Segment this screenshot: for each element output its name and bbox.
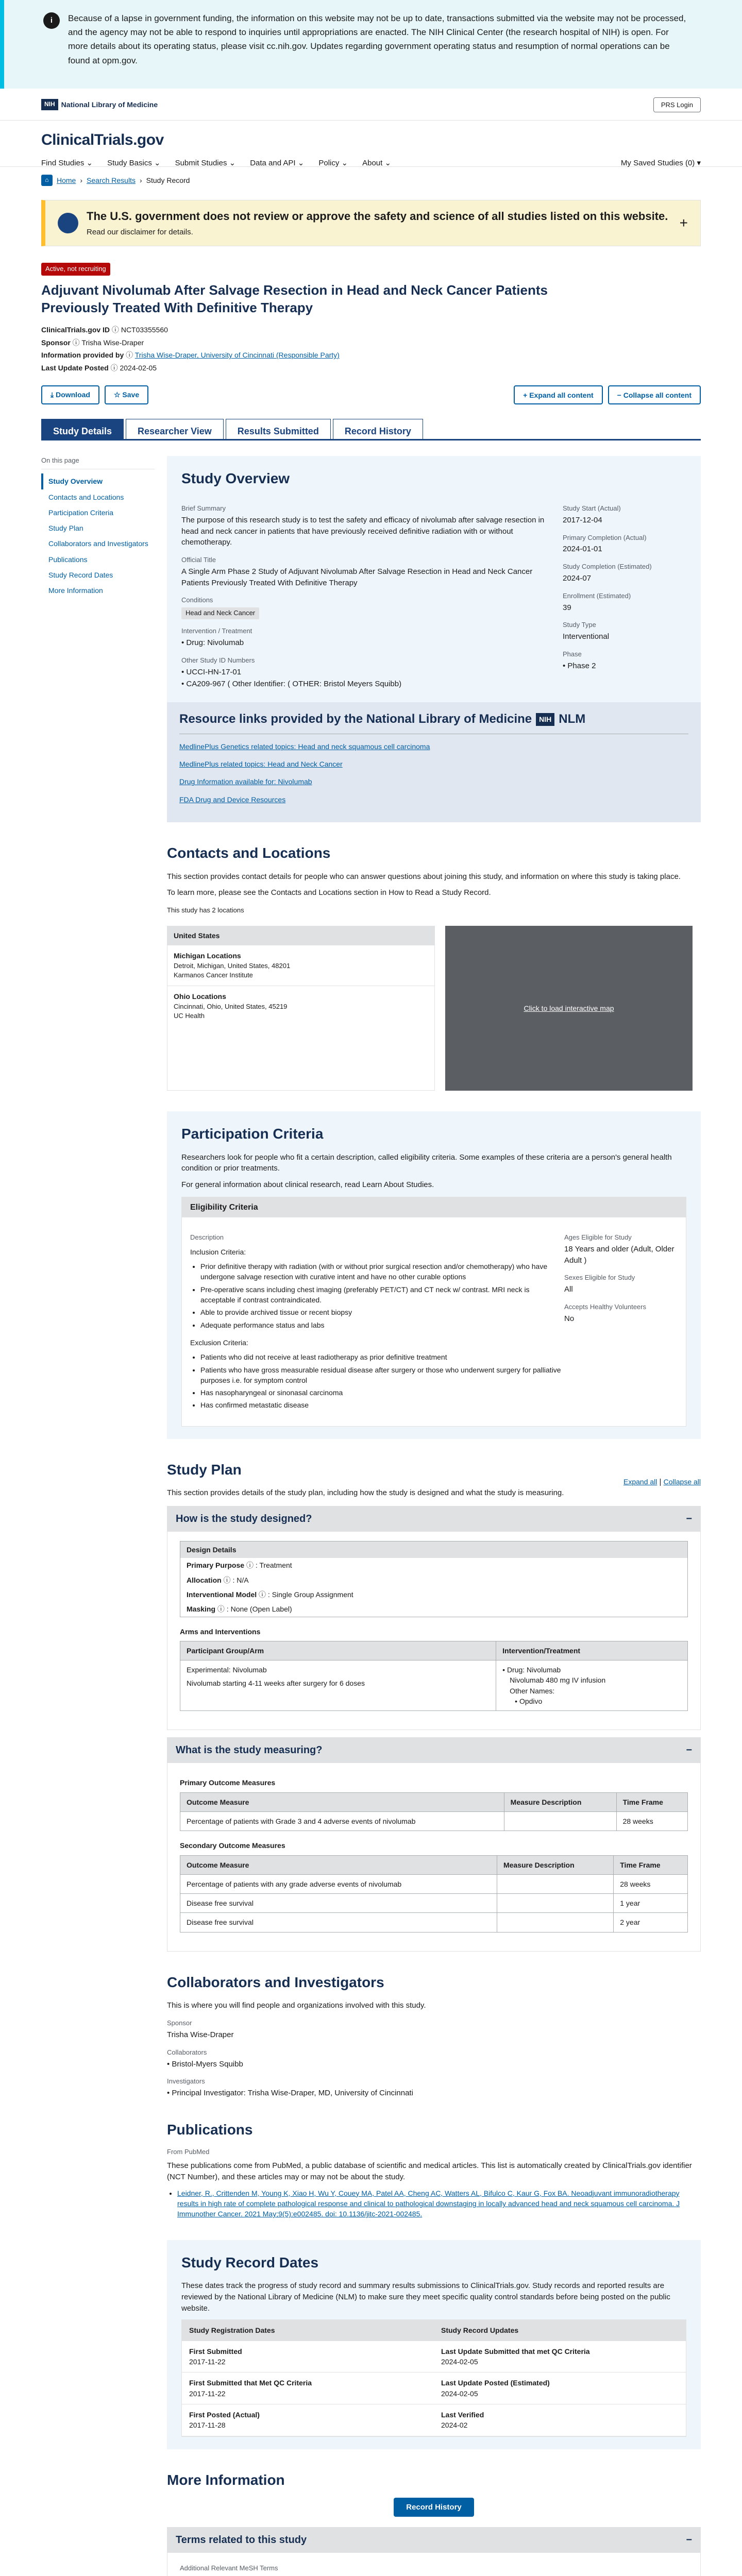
warning-icon bbox=[58, 213, 78, 233]
saved-studies-link[interactable]: My Saved Studies (0) ▾ bbox=[620, 158, 701, 167]
table-row: Percentage of patients with Grade 3 and 4 adverse events of nivolumab 28 weeks bbox=[180, 1811, 688, 1831]
status-badge: Active, not recruiting bbox=[41, 263, 110, 276]
expand-icon[interactable]: + bbox=[679, 214, 688, 231]
sponsor-value: Trisha Wise-Draper bbox=[81, 338, 144, 347]
study-completion: 2024-07 bbox=[563, 574, 592, 583]
nav-study-basics[interactable]: Study Basics ⌄ bbox=[107, 158, 161, 167]
study-meta: ClinicalTrials.gov ID ⓘ NCT03355560 Sponsor ⓘ Trisha Wise-Draper Information provided by ⓘ Trisha Wise-Draper, University of Cincinnati (Responsible Party) Last Update Posted ⓘ 2024-02-05 bbox=[41, 326, 340, 372]
criteria-heading: Participation Criteria bbox=[181, 1126, 324, 1142]
design-details: Design Details Primary Purpose ⓘ : Treatment Allocation ⓘ : N/A Interventional Model ⓘ : Single Group Assignment Masking ⓘ : None (Open Label) bbox=[180, 1541, 688, 1617]
table-row: Disease free survival 2 year bbox=[180, 1913, 688, 1932]
study-start: 2017-12-04 bbox=[563, 515, 602, 524]
nih-logo: NIH bbox=[536, 713, 554, 725]
terms-accordion: Terms related to this study − Additional Relevant MeSH Terms bbox=[167, 2527, 701, 2576]
collapse-icon[interactable]: − bbox=[686, 1513, 692, 1525]
home-icon[interactable]: ⌂ bbox=[41, 175, 53, 186]
measuring-accordion: What is the study measuring? − Primary Outcome Measures Outcome Measure Measure Description Time Frame Percentage of patients with Grade 3 and 4 adverse events of nivolumab 28 weeks Secondary Outcome Measures Outcome Measure Measure Description Time Frame Percentage of patients with any grade adverse events of nivolumab 28 weeks Disease free survival 1 year Disease free survival 2 year bbox=[167, 1737, 701, 1951]
sidebar-item-overview[interactable]: Study Overview bbox=[41, 473, 155, 489]
arms-table: Participant Group/Arm Intervention/Treatment Experimental: Nivolumab Nivolumab starting 4-11 weeks after surgery for 6 doses • Drug: Nivolumab Nivolumab 480 mg IV infusion Other Names: • Opdivo bbox=[180, 1641, 688, 1711]
breadcrumb-search[interactable]: Search Results bbox=[87, 176, 136, 184]
tab-study-details[interactable]: Study Details bbox=[41, 419, 124, 439]
top-bar bbox=[0, 89, 742, 121]
nav-policy[interactable]: Policy ⌄ bbox=[318, 158, 348, 167]
info-provider-link[interactable]: Trisha Wise-Draper, University of Cincinnati (Responsible Party) bbox=[134, 351, 340, 360]
healthy-value: No bbox=[564, 1314, 575, 1323]
study-type: Interventional bbox=[563, 632, 610, 641]
sidebar-item-publications[interactable]: Publications bbox=[48, 555, 88, 564]
phase: • Phase 2 bbox=[563, 661, 596, 670]
measuring-accordion-header[interactable]: What is the study measuring? − bbox=[167, 1738, 700, 1763]
publications-section: Publications From PubMed These publications come from PubMed, a public database of scientific and medical articles. This list is automatically created by ClinicalTrials.gov identifier (NCT Number), and these articles may or may not be about the study. • Leidner, R., Crittenden M, Young K, Xiao H, Wu Y, Couey MA, Patel AA, Cheng AC, Watters AL, Bifulco C, Kaur G, Fox BA. Neoadjuvant immunoradiotherapy results in high rate of complete pathological response and clinical to pathological downstaging in locally advanced head and neck squamous cell carcinoma. J Immunother Cancer. 2021 May;9(5):e002485. doi: 10.1136/jitc-2021-002485. bbox=[167, 2120, 701, 2219]
table-row: Disease free survival 1 year bbox=[180, 1894, 688, 1913]
design-accordion: How is the study designed? − Design Details Primary Purpose ⓘ : Treatment Allocation ⓘ : N/A Interventional Model ⓘ : Single Group Assignment Masking ⓘ : None (Open Label) Arms and Interventions Participant Group/Arm Intervention/Treatment Experimental: Nivolumab Nivolumab starting 4-11 weeks after surgery for 6 doses • Drug: Nivolumab Nivolumab 480 mg IV infusion Other Names: • Opdivo bbox=[167, 1506, 701, 1730]
resource-link-fda[interactable]: FDA Drug and Device Resources bbox=[179, 795, 286, 804]
exclusion-list: • Patients who did not receive at least radiotherapy as prior definitive treatment • Patients who have gross measurable residual disease after surgery or those who underwent surgery for palliative purposes i.e. for symptom control • Has nasopharyngeal or sinonasal carcinoma • Has confirmed metastatic disease bbox=[200, 1352, 564, 1410]
expand-all-button[interactable]: + Expand all content bbox=[514, 385, 603, 404]
enrollment: 39 bbox=[563, 603, 571, 612]
nih-badge: NIH bbox=[41, 99, 58, 110]
site-header bbox=[0, 121, 742, 167]
nav-find-studies[interactable]: Find Studies ⌄ bbox=[41, 158, 93, 167]
collapse-icon[interactable]: − bbox=[686, 2534, 692, 2546]
sidebar-title: On this page bbox=[41, 456, 155, 469]
resource-link-genetics[interactable]: MedlinePlus Genetics related topics: Head and neck squamous cell carcinoma bbox=[179, 742, 430, 751]
tab-results-submitted[interactable]: Results Submitted bbox=[226, 419, 331, 439]
disclaimer-title: The U.S. government does not review or approve the safety and science of all studies listed on this website. bbox=[87, 210, 668, 223]
secondary-outcomes-table: Outcome Measure Measure Description Time Frame Percentage of patients with any grade adverse events of nivolumab 28 weeks Disease free survival 1 year Disease free survival 2 year bbox=[180, 1855, 688, 1933]
other-id-2: • CA209-967 ( Other Identifier: ( OTHER: Bristol Meyers Squibb) bbox=[181, 680, 402, 689]
resource-link-medlineplus[interactable]: MedlinePlus related topics: Head and Neck Cancer bbox=[179, 760, 343, 769]
sidebar-item-criteria[interactable]: Participation Criteria bbox=[48, 508, 114, 517]
nav-submit-studies[interactable]: Submit Studies ⌄ bbox=[175, 158, 236, 167]
dates-heading: Study Record Dates bbox=[181, 2254, 319, 2270]
criteria-section: Participation Criteria Researchers look for people who fit a certain description, called eligibility criteria. Some examples of these criteria are a person's general health condition or prior treatments. For general information about clinical research, read Learn About Studies. Eligibility Criteria Description Inclusion Criteria: • Prior definitive therapy with radiation (with or without prior surgical resection and/or chemotherapy) who have undergone salvage resection with curative intent and have no other curable options • Pre-operative scans including chest imaging (preferably PET/CT) and CT neck w/ contrast. MRI neck is acceptable if contrast contraindicated. • Able to provide archived tissue or recent biopsy • Adequate performance status and labs Exclusion Criteria: • Patients who did not receive at least radiotherapy as prior definitive treatment • Patients who have gross measurable residual disease after surgery or those who underwent surgery for palliative purposes i.e. for symptom control • Has nasopharyngeal or sinonasal carcinoma • Has confirmed metastatic disease Ages Eligible for Study 18 Years and older (Adult, Older Adult ) Sexes Eligible for Study All Accepts Healthy Volunteers No bbox=[167, 1111, 701, 1439]
study-overview-section: Study Overview Brief Summary The purpose of this research study is to test the safety and efficacy of nivolumab after salvage resection in head and neck cancer in patients that have previously received definitive radiation with or without chemotherapy. Official Title A Single Arm Phase 2 Study of Adjuvant Nivolumab After Salvage Resection in Head and Neck Cancer Patients Previously Treated With Definitive Therapy Conditions Head and Neck Cancer Intervention / Treatment • Drug: Nivolumab Other Study ID Numbers • UCCI-HN-17-01 • CA209-967 ( Other Identifier: ( OTHER: Bristol Meyers Squibb) Study Start (Actual) 2017-12-04 Primary Completion (Actual) 2024-01-01 Study Completion (Estimated) 2024-07 Enrollment (Estimated) 39 Study Type Interventional Phase • Phase 2 Resource links provided by the National Library of Medicine NIH NLM MedlinePlus Genetics related topics: Head and neck squamous cell carcinoma MedlinePlus related topics: Head and Neck Cancer Drug Information available for: Nivolumab FDA Drug and Device Resources bbox=[167, 456, 701, 822]
tab-bar bbox=[41, 419, 701, 440]
collapse-all-button[interactable]: − Collapse all content bbox=[608, 385, 701, 404]
resources-title: Resource links provided by the National Library of Medicine bbox=[179, 712, 532, 726]
plan-collapse-all[interactable]: Collapse all bbox=[663, 1477, 701, 1486]
breadcrumb: ⌂ Home › Search Results › Study Record bbox=[41, 167, 701, 194]
page-title: Adjuvant Nivolumab After Salvage Resection in Head and Neck Cancer Patients Previously Treated With Definitive Therapy bbox=[41, 282, 548, 315]
brief-summary: The purpose of this research study is to test the safety and efficacy of nivolumab after salvage resection in head and neck cancer in patients that have previously received definitive radiation with or without chemotherapy. bbox=[181, 515, 545, 547]
nlm-logo-small: NLM bbox=[559, 712, 586, 726]
contacts-heading: Contacts and Locations bbox=[167, 845, 331, 861]
intervention-value: • Drug: Nivolumab bbox=[181, 638, 244, 647]
terms-accordion-header[interactable]: Terms related to this study − bbox=[167, 2528, 700, 2553]
nav-about[interactable]: About ⌄ bbox=[362, 158, 392, 167]
collaborators-section: Collaborators and Investigators This is where you will find people and organizations involved with this study. Sponsor Trisha Wise-Draper Collaborators • Bristol-Myers Squibb Investigators • Principal Investigator: Trisha Wise-Draper, MD, University of Cincinnati bbox=[167, 1972, 701, 2099]
load-map-link[interactable]: Click to load interactive map bbox=[524, 1004, 614, 1012]
tab-record-history[interactable]: Record History bbox=[333, 419, 423, 439]
sidebar-item-contacts[interactable]: Contacts and Locations bbox=[48, 493, 124, 501]
location-list: United States Michigan Locations Detroit, Michigan, United States, 48201 Karmanos Cancer Institute Ohio Locations Cincinnati, Ohio, United States, 45219 UC Health bbox=[167, 926, 435, 1091]
publications-heading: Publications bbox=[167, 2121, 253, 2138]
funding-alert bbox=[0, 0, 742, 89]
study-plan-section: Study Plan Expand all | Collapse all This section provides details of the study plan, including how the study is designed and what the study is measuring. How is the study designed? − Design Details Primary Purpose ⓘ : Treatment Allocation ⓘ : N/A Interventional Model ⓘ : Single Group Assignment Masking ⓘ : None (Open Label) Arms and Interventions Participant Group/Arm Intervention/Treatment Experimental: Nivolumab Nivolumab starting 4-11 weeks after surgery for 6 doses • Drug: Nivolumab Nivolumab 480 mg IV infusion Other Names: • Opdivo What is the study measuring? − Primary Outcome Measures Outcome Measure Measure Description Time Frame Percentage of patients with Grade 3 and 4 adverse events of nivolumab 28 weeks Secondary Outcome Measures Outcome Measure Measure Description Time Frame Percentage of patients with any grade adverse events of nivolumab 28 weeks Disease free survival 1 year Disease free survival 2 year bbox=[167, 1460, 701, 1952]
inclusion-list: • Prior definitive therapy with radiation (with or without prior surgical resection and/or chemotherapy) who have undergone salvage resection with curative intent and have no other curable options • Pre-operative scans including chest imaging (preferably PET/CT) and CT neck w/ contrast. MRI neck is acceptable if contrast contraindicated. • Able to provide archived tissue or recent biopsy • Adequate performance status and labs bbox=[200, 1261, 564, 1330]
design-accordion-header[interactable]: How is the study designed? − bbox=[167, 1506, 700, 1532]
age-value: 18 Years and older (Adult, Older Adult ) bbox=[564, 1244, 674, 1265]
disclaimer-banner bbox=[41, 200, 701, 246]
site-title[interactable]: ClinicalTrials.gov bbox=[41, 131, 164, 148]
page-sidebar bbox=[41, 456, 155, 2576]
alert-text: Because of a lapse in government funding, the information on this website may not be up to date, transactions submitted via the website may not be processed, and the agency may not be able to respond to inquiries until appropriations are enacted. The NIH Clinical Center (the research hospital of NIH) is open. For more details about its operating status, please visit cc.nih.gov. Updates regarding government operating status and resumption of normal operations can be found at opm.gov. bbox=[68, 13, 686, 65]
publication-link[interactable]: Leidner, R., Crittenden M, Young K, Xiao H, Wu Y, Couey MA, Patel AA, Cheng AC, Watters AL, Bifulco C, Kaur G, Fox BA. Neoadjuvant immunoradiotherapy results in high rate of complete pathological response and clinical to pathological downstaging in locally advanced head and neck squamous cell carcinoma. J Immunother Cancer. 2021 May;9(5):e002485. doi: 10.1136/jitc-2021-002485. bbox=[177, 2189, 680, 2218]
tab-researcher-view[interactable]: Researcher View bbox=[126, 419, 224, 439]
more-heading: More Information bbox=[167, 2471, 285, 2488]
location-count: This study has 2 locations bbox=[167, 906, 244, 914]
collapse-icon[interactable]: − bbox=[686, 1744, 692, 1756]
nlm-logo[interactable] bbox=[41, 99, 158, 110]
nlm-resources bbox=[167, 702, 701, 822]
breadcrumb-home[interactable]: Home bbox=[57, 176, 76, 184]
resource-link-drug-info[interactable]: Drug Information available for: Nivolumab bbox=[179, 777, 312, 786]
sidebar-item-plan[interactable]: Study Plan bbox=[48, 524, 83, 533]
primary-completion: 2024-01-01 bbox=[563, 545, 602, 554]
primary-outcomes-table: Outcome Measure Measure Description Time Frame Percentage of patients with Grade 3 and 4 adverse events of nivolumab 28 weeks bbox=[180, 1792, 688, 1832]
plan-expand-all[interactable]: Expand all bbox=[623, 1477, 657, 1486]
overview-heading: Study Overview bbox=[181, 470, 290, 487]
official-title: A Single Arm Phase 2 Study of Adjuvant Nivolumab After Salvage Resection in Head and Neck Cancer Patients Previously Treated With Definitive Therapy bbox=[181, 567, 533, 587]
condition-chip[interactable]: Head and Neck Cancer bbox=[181, 607, 259, 619]
last-update-value: 2024-02-05 bbox=[120, 363, 157, 372]
other-id-1: • UCCI-HN-17-01 bbox=[181, 667, 242, 676]
sidebar-item-more[interactable]: More Information bbox=[48, 586, 103, 595]
download-button[interactable]: ⤓ Download bbox=[41, 385, 99, 404]
dates-table: Study Registration Dates Study Record Updates First Submitted 2017-11-22 Last Update Submitted that met QC Criteria 2024-02-05 First Submitted that Met QC Criteria 2017-11-22 Last Update Posted (Estimated) 2024-02-05 First Posted (Actual) 2017-11-28 Last Verified 2024-02 bbox=[181, 2319, 686, 2437]
eligibility-box: Eligibility Criteria Description Inclusion Criteria: • Prior definitive therapy with radiation (with or without prior surgical resection and/or chemotherapy) who have undergone salvage resection with curative intent and have no other curable options • Pre-operative scans including chest imaging (preferably PET/CT) and CT neck w/ contrast. MRI neck is acceptable if contrast contraindicated. • Able to provide archived tissue or recent biopsy • Adequate performance status and labs Exclusion Criteria: • Patients who did not receive at least radiotherapy as prior definitive treatment • Patients who have gross measurable residual disease after surgery or those who underwent surgery for palliative purposes i.e. for symptom control • Has nasopharyngeal or sinonasal carcinoma • Has confirmed metastatic disease Ages Eligible for Study 18 Years and older (Adult, Older Adult ) Sexes Eligible for Study All Accepts Healthy Volunteers No bbox=[181, 1197, 686, 1427]
disclaimer-sub: Read our disclaimer for details. bbox=[87, 228, 193, 237]
list-item: Ohio Locations Cincinnati, Ohio, United States, 45219 UC Health bbox=[167, 986, 434, 1026]
more-info-section bbox=[167, 2470, 701, 2576]
sidebar-item-dates[interactable]: Study Record Dates bbox=[48, 571, 113, 580]
sex-value: All bbox=[564, 1285, 573, 1294]
breadcrumb-current: Study Record bbox=[146, 176, 190, 184]
contacts-section: Contacts and Locations This section provides contact details for people who can answer questions about joining this study, and information on where this study is taking place. To learn more, please see the Contacts and Locations section in How to Read a Study Record. This study has 2 locations United States Michigan Locations Detroit, Michigan, United States, 48201 Karmanos Cancer Institute Ohio Locations Cincinnati, Ohio, United States, 45219 UC Health Click to load interactive map bbox=[167, 843, 701, 1091]
record-dates-section: Study Record Dates These dates track the progress of study record and summary results submissions to ClinicalTrials.gov. Study records and reported results are reviewed by the National Library of Medicine (NLM) to make sure they meet specific quality control standards before being posted on the public website. Study Registration Dates Study Record Updates First Submitted 2017-11-22 Last Update Submitted that met QC Criteria 2024-02-05 First Submitted that Met QC Criteria 2017-11-22 Last Update Posted (Estimated) 2024-02-05 First Posted (Actual) 2017-11-28 Last Verified 2024-02 bbox=[167, 2240, 701, 2449]
nlm-logo-text: National Library of Medicine bbox=[61, 100, 158, 109]
collab-heading: Collaborators and Investigators bbox=[167, 1974, 384, 1990]
action-bar bbox=[41, 385, 701, 404]
sidebar-item-collaborators[interactable]: Collaborators and Investigators bbox=[48, 539, 148, 548]
table-row: Percentage of patients with any grade adverse events of nivolumab 28 weeks bbox=[180, 1874, 688, 1893]
record-history-button[interactable]: Record History bbox=[394, 2498, 474, 2517]
table-row: Experimental: Nivolumab Nivolumab starting 4-11 weeks after surgery for 6 doses • Drug: Nivolumab Nivolumab 480 mg IV infusion Other Names: • Opdivo bbox=[180, 1660, 688, 1711]
nav-data-api[interactable]: Data and API ⌄ bbox=[250, 158, 305, 167]
list-item: Michigan Locations Detroit, Michigan, United States, 48201 Karmanos Cancer Institute bbox=[167, 945, 434, 986]
location-map[interactable] bbox=[445, 926, 693, 1091]
save-button[interactable]: ☆ Save bbox=[105, 385, 148, 404]
plan-heading: Study Plan bbox=[167, 1461, 242, 1478]
prs-login-button[interactable]: PRS Login bbox=[653, 97, 701, 112]
main-nav bbox=[41, 158, 391, 169]
info-icon: i bbox=[43, 12, 60, 29]
nct-id: NCT03355560 bbox=[121, 326, 168, 334]
